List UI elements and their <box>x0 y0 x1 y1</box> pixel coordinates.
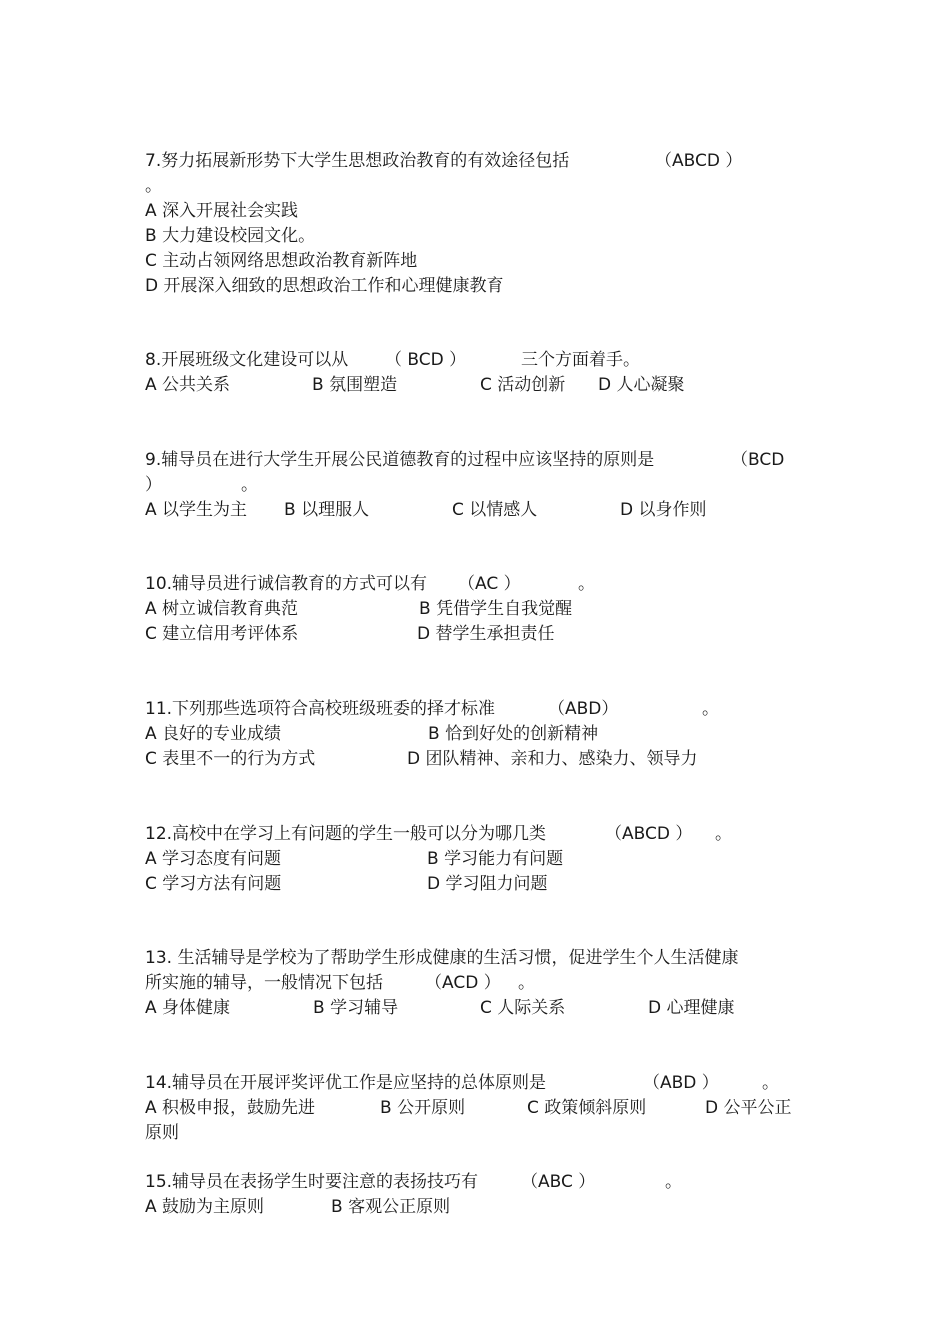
question-14-option-c: C 政策倾斜原则 <box>527 1098 647 1118</box>
question-8-answer: （ BCD ） <box>385 350 467 370</box>
question-7-stem-end: 。 <box>145 176 162 196</box>
question-7-stem: 7.努力拓展新形势下大学生思想政治教育的有效途径包括 <box>145 151 570 171</box>
question-8-stem: 8.开展班级文化建设可以从 <box>145 350 349 370</box>
question-7-option-d: D 开展深入细致的思想政治工作和心理健康教育 <box>145 276 504 296</box>
question-14-option-d-wrap: 原则 <box>145 1123 179 1143</box>
question-14-option-b: B 公开原则 <box>380 1098 466 1118</box>
question-11-answer: （ABD） <box>548 699 619 719</box>
question-13-option-a: A 身体健康 <box>145 998 231 1018</box>
question-10-option-b: B 凭借学生自我觉醒 <box>419 599 573 619</box>
question-8-option-d: D 人心凝聚 <box>598 375 685 395</box>
question-11-stem: 11.下列那些选项符合高校班级班委的择才标准 <box>145 699 496 719</box>
question-11-option-a: A 良好的专业成绩 <box>145 724 282 744</box>
question-14-option-d: D 公平公正 <box>705 1098 792 1118</box>
question-14-answer: （ABD ） <box>643 1073 719 1093</box>
question-9-option-c: C 以情感人 <box>452 500 538 520</box>
question-12-option-c: C 学习方法有问题 <box>145 874 282 894</box>
question-12-option-d: D 学习阻力问题 <box>427 874 548 894</box>
question-14-stem-end: 。 <box>762 1073 779 1093</box>
question-14-option-a: A 积极申报，鼓励先进 <box>145 1098 316 1118</box>
question-13-option-c: C 人际关系 <box>480 998 566 1018</box>
question-7-option-a: A 深入开展社会实践 <box>145 201 299 221</box>
question-10-option-a: A 树立诚信教育典范 <box>145 599 299 619</box>
question-9-answer-end: ） <box>145 475 162 495</box>
question-8-stem-end: 三个方面着手。 <box>521 350 640 370</box>
question-7-answer: （ABCD ） <box>655 151 743 171</box>
question-10-option-d: D 替学生承担责任 <box>417 624 555 644</box>
question-9-option-b: B 以理服人 <box>284 500 370 520</box>
question-12-option-b: B 学习能力有问题 <box>427 849 564 869</box>
question-10-stem-end: 。 <box>578 574 595 594</box>
question-9-answer: （BCD <box>731 450 785 470</box>
question-10-option-c: C 建立信用考评体系 <box>145 624 299 644</box>
question-15-option-b: B 客观公正原则 <box>331 1197 451 1217</box>
question-12-stem: 12.高校中在学习上有问题的学生一般可以分为哪几类 <box>145 824 547 844</box>
question-8-option-c: C 活动创新 <box>480 375 566 395</box>
question-9-stem-end: 。 <box>241 475 258 495</box>
question-11-option-c: C 表里不一的行为方式 <box>145 749 316 769</box>
question-11-option-b: B 恰到好处的创新精神 <box>428 724 599 744</box>
question-12-option-a: A 学习态度有问题 <box>145 849 282 869</box>
question-7-option-c: C 主动占领网络思想政治教育新阵地 <box>145 251 418 271</box>
question-12-stem-end: 。 <box>715 824 732 844</box>
question-9-option-a: A 以学生为主 <box>145 500 248 520</box>
question-15-stem-end: 。 <box>665 1172 682 1192</box>
question-14-stem: 14.辅导员在开展评奖评优工作是应坚持的总体原则是 <box>145 1073 547 1093</box>
question-10-stem: 10.辅导员进行诚信教育的方式可以有 <box>145 574 428 594</box>
question-13-stem: 13. 生活辅导是学校为了帮助学生形成健康的生活习惯，促进学生个人生活健康 <box>145 948 739 968</box>
question-8-option-b: B 氛围塑造 <box>312 375 398 395</box>
question-11-stem-end: 。 <box>702 699 719 719</box>
question-9-stem: 9.辅导员在进行大学生开展公民道德教育的过程中应该坚持的原则是 <box>145 450 655 470</box>
question-10-answer: （AC ） <box>458 574 521 594</box>
question-13-stem-end: 。 <box>518 973 535 993</box>
question-13-answer: （ACD ） <box>425 973 501 993</box>
question-15-answer: （ABC ） <box>521 1172 596 1192</box>
question-11-option-d: D 团队精神、亲和力、感染力、领导力 <box>407 749 698 769</box>
question-15-option-a: A 鼓励为主原则 <box>145 1197 265 1217</box>
question-7-option-b: B 大力建设校园文化。 <box>145 226 316 246</box>
question-13-option-b: B 学习辅导 <box>313 998 399 1018</box>
question-13-option-d: D 心理健康 <box>648 998 735 1018</box>
question-15-stem: 15.辅导员在表扬学生时要注意的表扬技巧有 <box>145 1172 479 1192</box>
question-12-answer: （ABCD ） <box>605 824 693 844</box>
question-8-option-a: A 公共关系 <box>145 375 231 395</box>
question-9-option-d: D 以身作则 <box>620 500 707 520</box>
question-13-stem-continued: 所实施的辅导，一般情况下包括 <box>145 973 383 993</box>
